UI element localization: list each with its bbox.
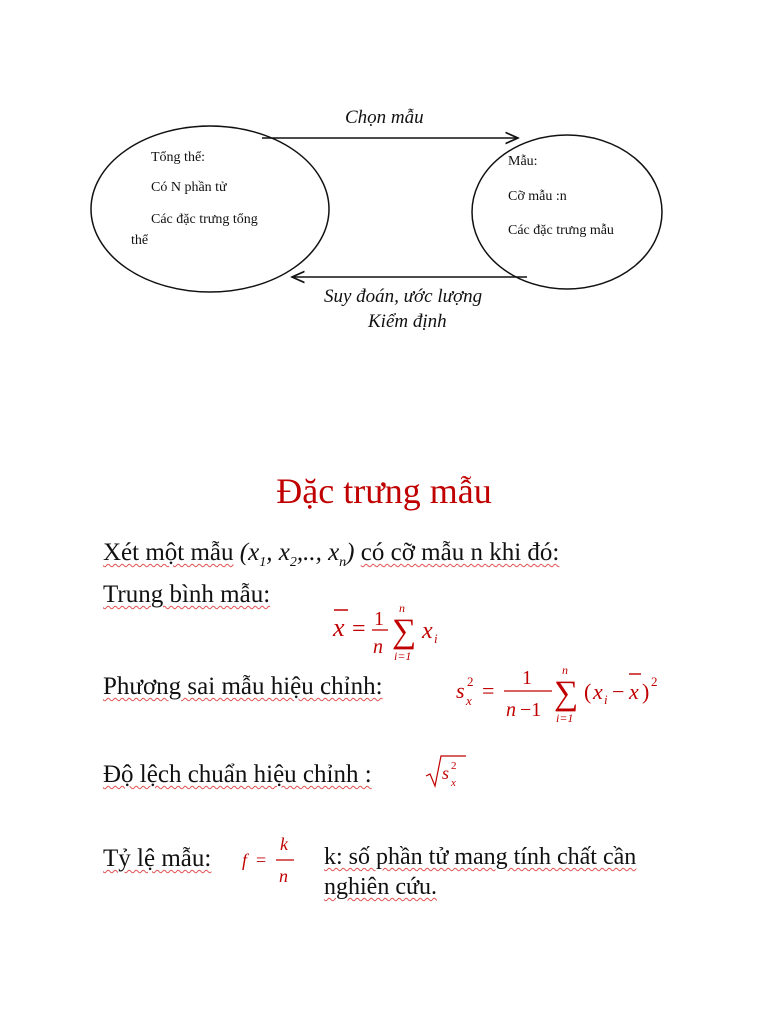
ratio-note-line-2: nghiên cứu. — [324, 874, 437, 900]
population-line-4: thể — [131, 233, 149, 248]
svg-text:−: − — [612, 679, 625, 704]
svg-text:n: n — [373, 636, 383, 658]
svg-text:n: n — [279, 866, 288, 886]
population-line-3: Các đặc trưng tổng — [151, 212, 258, 227]
svg-text:=: = — [352, 616, 366, 642]
sample-line-2: Cỡ mẫu :n — [508, 189, 567, 204]
std-dev-label: Độ lệch chuẩn hiệu chỉnh : — [103, 761, 372, 788]
section-title: Đặc trưng mẫu — [276, 471, 492, 511]
svg-text:∑: ∑ — [392, 613, 417, 650]
svg-text:x: x — [333, 613, 345, 642]
population-line-1: Tổng thể: — [151, 150, 206, 165]
sample-definition-line — [103, 538, 559, 578]
svg-text:(: ( — [584, 679, 592, 704]
sample-line-1: Mẫu: — [508, 154, 538, 169]
svg-text:x: x — [466, 693, 472, 708]
sample-definition-post: có cỡ mẫu n khi đó: — [360, 539, 560, 566]
svg-text:n: n — [506, 699, 516, 721]
svg-text:x: x — [629, 679, 639, 704]
svg-text:x: x — [451, 777, 456, 789]
sample-ellipse — [472, 135, 662, 289]
population-ellipse — [91, 126, 329, 292]
sample-definition-pre: Xét một mẫu — [103, 539, 234, 566]
ratio-note — [324, 842, 636, 902]
svg-text:2: 2 — [451, 760, 457, 772]
sample-variance-label: Phương sai mẫu hiệu chỉnh: — [103, 673, 383, 700]
svg-text:n: n — [562, 663, 568, 677]
svg-text:1: 1 — [374, 608, 384, 630]
svg-text:k: k — [280, 834, 288, 854]
sample-proportion-label: Tỷ lệ mẫu: — [103, 845, 212, 872]
svg-text:1: 1 — [522, 667, 532, 689]
svg-text:∑: ∑ — [554, 675, 579, 712]
sample-tuple: ($x_1$, $x_2$,.., $x_n$) — [239, 539, 355, 570]
bottom-arrow-label-1: Suy đoán, ước lượng — [324, 286, 483, 307]
svg-text:i: i — [434, 631, 438, 646]
sample-proportion-formula — [238, 826, 302, 897]
sample-line-3: Các đặc trưng mẫu — [508, 223, 614, 238]
svg-text:): ) — [642, 679, 650, 704]
svg-text:s: s — [442, 763, 450, 783]
svg-text:x: x — [593, 679, 603, 704]
svg-text:−1: −1 — [520, 699, 542, 721]
svg-text:s: s — [456, 678, 465, 703]
svg-text:=: = — [256, 850, 267, 870]
std-dev-formula — [424, 752, 468, 797]
svg-text:=: = — [482, 678, 495, 703]
sample-variance-formula — [452, 658, 672, 735]
sampling-diagram — [0, 0, 768, 360]
sample-mean-label: Trung bình mẫu: — [103, 581, 271, 608]
population-line-2: Có N phần tử — [151, 180, 227, 195]
svg-text:f: f — [242, 850, 248, 870]
svg-text:i: i — [604, 692, 608, 707]
svg-text:2: 2 — [651, 674, 658, 689]
svg-text:x: x — [422, 618, 433, 644]
ratio-note-line-1: k: số phần tử mang tính chất cần — [324, 844, 637, 870]
svg-text:2: 2 — [467, 674, 474, 689]
sample-mean-formula — [328, 598, 458, 673]
svg-text:n: n — [399, 601, 405, 615]
top-arrow-label: Chọn mẫu — [345, 107, 424, 128]
svg-text:i=1: i=1 — [394, 649, 412, 663]
bottom-arrow-label-2: Kiểm định — [368, 311, 447, 332]
svg-text:i=1: i=1 — [556, 711, 574, 725]
